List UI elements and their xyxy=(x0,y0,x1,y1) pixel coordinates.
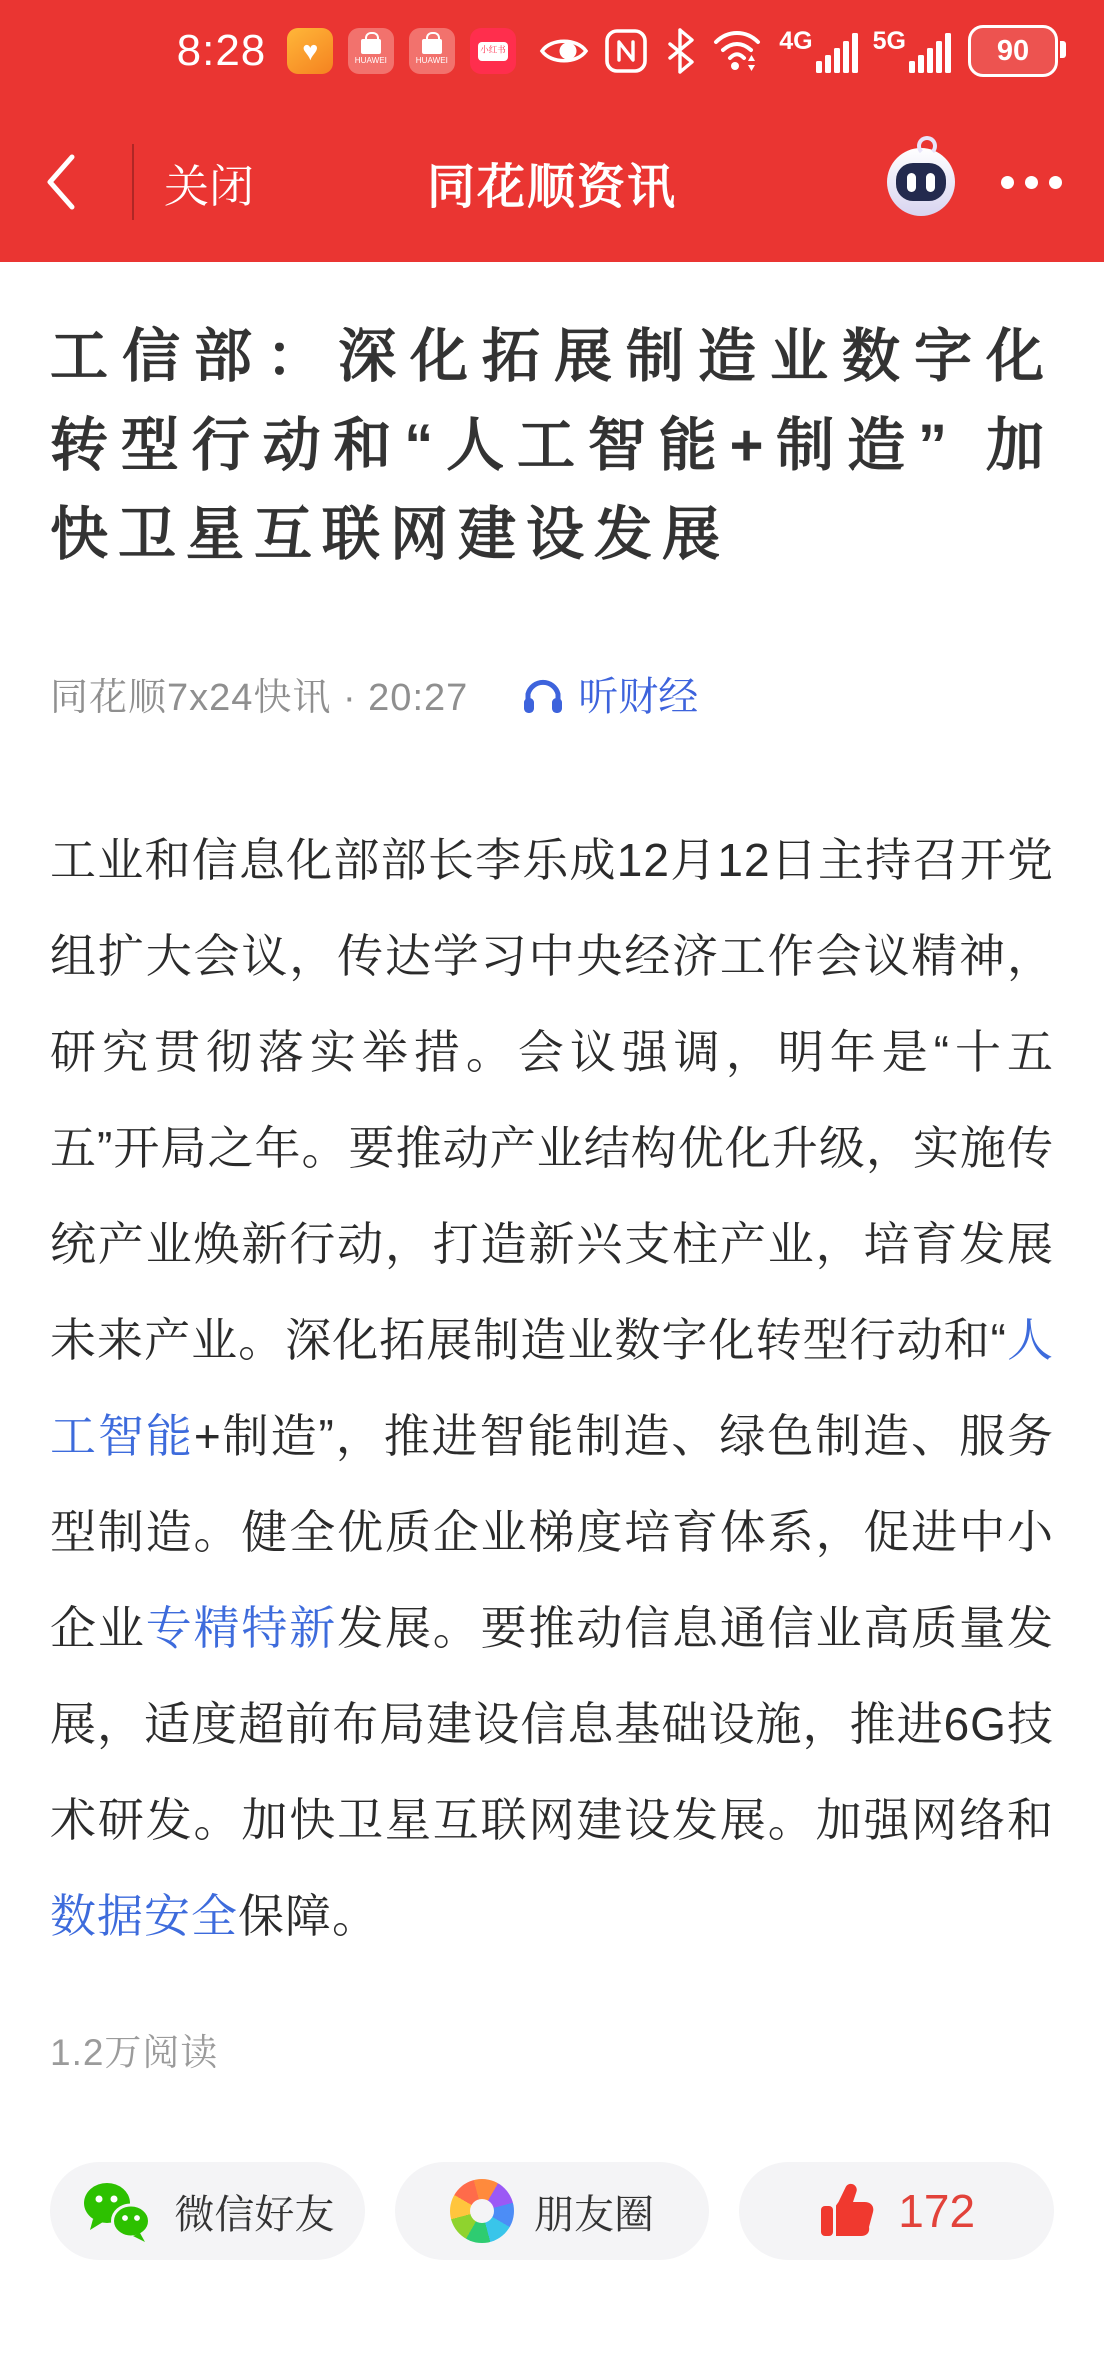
body-text-segment: +制造”，推进智能制造、绿色制造、服务型制造。健全优质企业梯度培育体系，促进中小企业 xyxy=(50,1410,1055,1654)
article-title: 工信部：深化拓展制造业数字化转型行动和“人工智能+制造” 加快卫星互联网建设发展 xyxy=(50,324,1054,567)
listen-button[interactable] xyxy=(520,665,698,722)
huawei-app-label: HUAWEI xyxy=(355,55,388,65)
share-bar xyxy=(50,2162,1054,2260)
clock: 8:28 xyxy=(176,26,267,75)
huawei-bag-icon xyxy=(361,39,381,54)
article-content xyxy=(0,312,1104,2260)
eye-comfort-icon xyxy=(539,34,589,68)
source-and-time: 同花顺7x24快讯 · 20:27 xyxy=(50,677,469,719)
read-count: 1.2万阅读 xyxy=(50,2032,219,2073)
back-chevron-icon xyxy=(42,151,78,213)
thumbs-up-icon xyxy=(818,2182,878,2240)
body-text-segment: 发展。要推动信息通信业高质量发展，适度超前布局建设信息基础设施，推进6G技术研发。加快卫星互联网建设发展。加强网络和 xyxy=(50,1602,1055,1846)
battery-percent: 90 xyxy=(996,34,1030,67)
like-count: 172 xyxy=(898,2185,976,2237)
close-button[interactable]: 关闭 xyxy=(164,160,255,212)
bluetooth-icon xyxy=(663,26,697,76)
moments-icon xyxy=(450,2179,514,2243)
robot-face-icon xyxy=(896,163,946,201)
body-text-segment: 工业和信息化部部长李乐成12月12日主持召开党组扩大会议，传达学习中央经济工作会议精神，研究贯彻落实举措。会议强调，明年是“十五五”开局之年。要推动产业结构优化升级，实施传统产业焕新行动，打造新兴支柱产业，培育发展未来产业。深化拓展制造业数字化转型行动和“ xyxy=(50,834,1054,1366)
xiaohongshu-label: 小红书 xyxy=(480,45,507,56)
moments-share-label: 朋友圈 xyxy=(534,2192,654,2237)
body-inline-link[interactable]: 专精特新 xyxy=(145,1602,338,1654)
network-4g-label: 4G xyxy=(779,27,813,55)
nav-divider xyxy=(132,144,134,220)
wechat-share-label: 微信好友 xyxy=(174,2192,335,2237)
back-button[interactable] xyxy=(42,137,102,227)
body-inline-link[interactable]: 人工智能 xyxy=(50,1314,1055,1462)
wechat-icon xyxy=(80,2178,154,2244)
headphones-icon xyxy=(520,671,566,717)
status-bar xyxy=(0,0,1104,102)
wifi-icon xyxy=(712,27,764,75)
body-inline-link[interactable]: 数据安全 xyxy=(50,1890,238,1942)
share-moments-button[interactable] xyxy=(395,2162,710,2260)
article-meta xyxy=(50,665,1054,722)
nfc-icon xyxy=(604,28,648,74)
huawei-bag-icon xyxy=(422,39,442,54)
system-status-icons xyxy=(539,25,1058,77)
huawei-app-label: HUAWEI xyxy=(416,55,449,65)
signal-5g-icon xyxy=(873,29,951,73)
red-header xyxy=(0,0,1104,262)
battery-icon xyxy=(968,25,1058,77)
huawei-app-icon xyxy=(348,28,394,74)
huawei-app-icon-2 xyxy=(409,28,455,74)
signal-4g-icon xyxy=(779,29,857,73)
assistant-robot-button[interactable] xyxy=(887,148,955,216)
page-title: 同花顺资讯 xyxy=(426,160,678,214)
nav-bar xyxy=(0,102,1104,262)
more-menu-button[interactable] xyxy=(1001,166,1062,199)
listen-label: 听财经 xyxy=(578,675,699,719)
network-5g-label: 5G xyxy=(872,27,906,55)
health-app-icon xyxy=(287,28,333,74)
like-button[interactable] xyxy=(739,2162,1054,2260)
share-wechat-button[interactable] xyxy=(50,2162,365,2260)
xiaohongshu-app-icon xyxy=(470,28,516,74)
body-text-segment: 保障。 xyxy=(238,1890,379,1942)
article-body xyxy=(50,812,1054,1964)
